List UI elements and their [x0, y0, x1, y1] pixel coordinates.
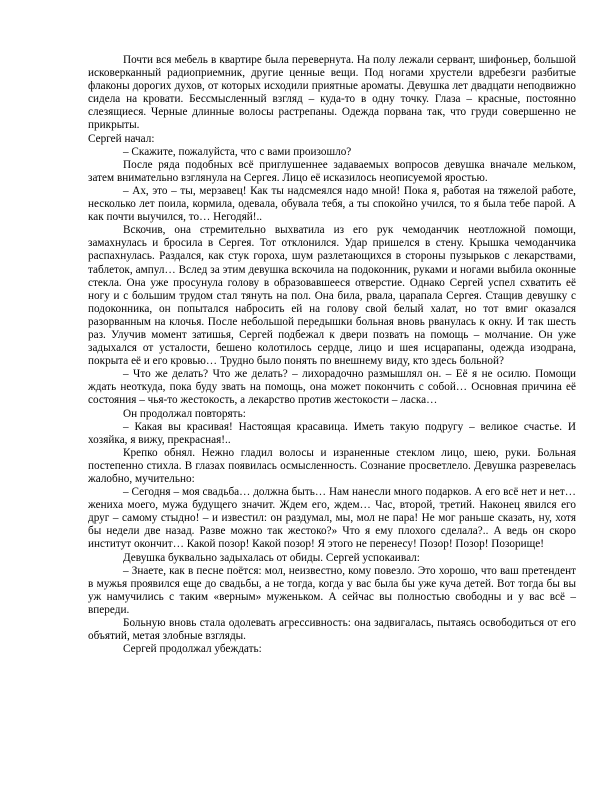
- paragraph: Крепко обнял. Нежно гладил волосы и израненные стеклом лицо, шею, руки. Больная постепенно стихла. В глазах появилась осмысленность. Сознание просветлело. Девушка разревелась жалобно, мучительно:: [88, 446, 576, 485]
- paragraph: – Ах, это – ты, мерзавец! Как ты надсмеялся надо мной! Пока я, работая на тяжелой работе, несколько лет поила, кормила, одевала, обувала тебя, а ты спокойно учился, то я была тебе парой. А как почти выучился, то… Негодяй!..: [88, 184, 576, 224]
- paragraph: Сергей начал:: [88, 132, 155, 145]
- paragraph: Сергей продолжал убеждать:: [123, 643, 262, 656]
- paragraph: Девушка буквально задыхалась от обиды. Сергей успокаивал:: [123, 551, 420, 564]
- paragraph: После ряда подобных всё приглушеннее задаваемых вопросов девушка вначале мельком, затем внимательно взглянула на Сергея. Лицо её исказилось неописуемой яростью.: [88, 158, 576, 184]
- paragraph: – Что же делать? Что же делать? – лихорадочно размышлял он. – Её я не осилю. Помощи ждать неоткуда, пока буду звать на помощь, она может покончить с собой… Основная причина её состояния – чья-то жестокость, а лекарство против жестокости – ласка…: [88, 368, 576, 407]
- paragraph: – Скажите, пожалуйста, что с вами произошло?: [123, 145, 352, 158]
- paragraph: Почти вся мебель в квартире была перевернута. На полу лежали сервант, шифоньер, большой исковерканный радиоприемник, другие ценные вещи. Под ногами хрустели вдребезги разбитые флаконы дорогих духов, от которых исходили приятные ароматы. Девушка лет двадцати неподвижно сидела на кровати. Бессмысленный взгляд – куда-то в одну точку. Глаза – красные, постоянно слезящиеся. Черные длинные волосы растрепаны. Одежда порвана так, что груди совершенно не прикрыты.: [88, 54, 576, 132]
- paragraph: – Знаете, как в песне поётся: мол, неизвестно, кому повезло. Это хорошо, что ваш претендент в мужья проявился еще до свадьбы, а не тогда, когда у вас была бы уже куча детей. Вот тогда бы вы уж намучились с таким «верным» муженьком. А сейчас вы полностью свободны и у вас всё – впереди.: [88, 564, 576, 616]
- paragraph: – Какая вы красивая! Настоящая красавица. Иметь такую подругу – великое счастье. И хозяйка, я вижу, прекрасная!..: [88, 420, 576, 446]
- paragraph: Вскочив, она стремительно выхватила из его рук чемоданчик неотложной помощи, замахнулась и бросила в Сергея. Тот отклонился. Удар пришелся в стену. Крышка чемоданчика распахнулась. Раздался, как стук гороха, шум разлетающихся в стороны пузырьков с лекарствами, таблеток, ампул… Вслед за этим девушка вскочила на подоконник, руками и ногами выбила оконные стекла. Она уже просунула голову в образовавшееся отверстие. Однако Сергей успел схватить её ногу и с большим трудом стал тянуть на пол. Она била, рвала, царапала Сергея. Стащив девушку с подоконника, он попытался набросить ей на голову свой белый халат, но тот вмиг оказался разорванным на клочья. После небольшой передышки больная вновь рванулась к окну. И так шесть раз. Улучив момент затишья, Сергей подбежал к двери позвать на помощь – молчание. Он уже задыхался от усталости, бешено колотилось сердце, лицо и шея исцарапаны, одежда изодрана, покрыта её и его кровью… Трудно было понять по внешнему виду, кто здесь больной?: [88, 224, 576, 368]
- paragraph: Больную вновь стала одолевать агрессивность: она задвигалась, пытаясь освободиться от его объятий, метая злобные взгляды.: [88, 617, 576, 643]
- paragraph: – Сегодня – моя свадьба… должна быть… Нам нанесли много подарков. А его всё нет и нет… жениха моего, мужа будущего значит. Ждем его, ждем… Час, второй, третий. Наконец явился его друг – самому стыдно! – и известил: он раздумал, мы, мол не пара! Не мог раньше сказать, ну, хотя бы недели две назад. Разве можно так жестоко?» Что я ему плохого сделала?.. А ведь он скоро институт окончит… Какой позор! Какой позор! Я этого не перенесу! Позор! Позор! Позорище!: [88, 486, 576, 551]
- paragraph: Он продолжал повторять:: [123, 407, 246, 420]
